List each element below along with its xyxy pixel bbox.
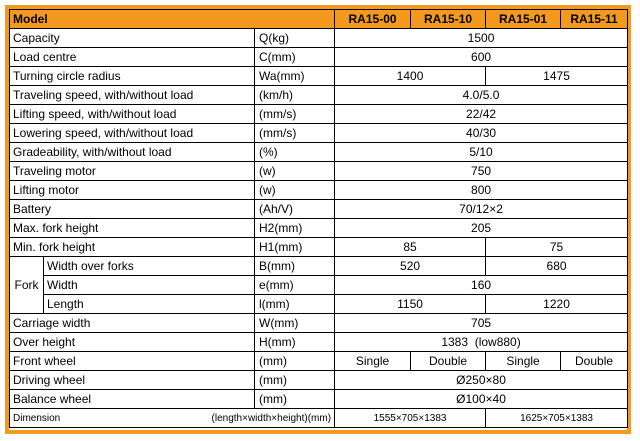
driving-wheel-label: Driving wheel xyxy=(10,371,255,390)
model-ra15-10: RA15-10 xyxy=(411,10,486,29)
gradeability-value: 5/10 xyxy=(335,143,628,162)
spec-sheet xyxy=(5,5,631,434)
carriage-width-label: Carriage width xyxy=(10,314,255,333)
dimension-label: Dimension xyxy=(10,409,44,428)
max-fork-height-value: 205 xyxy=(335,219,628,238)
row-gradeability xyxy=(10,143,628,162)
row-load-centre xyxy=(10,48,628,67)
min-fork-height-unit: H1(mm) xyxy=(255,238,335,257)
battery-unit: (Ah/V) xyxy=(255,200,335,219)
row-travel-motor xyxy=(10,162,628,181)
load-centre-label: Load centre xyxy=(10,48,255,67)
lift-motor-unit: (w) xyxy=(255,181,335,200)
front-wheel-ra15-11: Double xyxy=(561,352,628,371)
fork-width-unit: e(mm) xyxy=(255,276,335,295)
front-wheel-ra15-10: Double xyxy=(411,352,486,371)
driving-wheel-value: Ø250×80 xyxy=(335,371,628,390)
fork-length-label: Length xyxy=(44,295,255,314)
row-dimension xyxy=(10,409,628,428)
turning-radius-label: Turning circle radius xyxy=(10,67,255,86)
fork-width-over-value-b: 680 xyxy=(486,257,628,276)
gradeability-label: Gradeability, with/without load xyxy=(10,143,255,162)
lift-speed-value: 22/42 xyxy=(335,105,628,124)
row-fork-length xyxy=(10,295,628,314)
row-balance-wheel xyxy=(10,390,628,409)
row-lift-motor xyxy=(10,181,628,200)
driving-wheel-unit: (mm) xyxy=(255,371,335,390)
max-fork-height-unit: H2(mm) xyxy=(255,219,335,238)
front-wheel-label: Front wheel xyxy=(10,352,255,371)
lower-speed-unit: (mm/s) xyxy=(255,124,335,143)
over-height-unit: H(mm) xyxy=(255,333,335,352)
row-over-height xyxy=(10,333,628,352)
front-wheel-ra15-01: Single xyxy=(486,352,561,371)
row-driving-wheel xyxy=(10,371,628,390)
lower-speed-value: 40/30 xyxy=(335,124,628,143)
model-header: Model xyxy=(10,10,335,29)
model-ra15-11: RA15-11 xyxy=(561,10,628,29)
row-capacity xyxy=(10,29,628,48)
row-min-fork-height xyxy=(10,238,628,257)
fork-length-value-b: 1220 xyxy=(486,295,628,314)
front-wheel-ra15-00: Single xyxy=(335,352,411,371)
fork-length-unit: l(mm) xyxy=(255,295,335,314)
lift-motor-value: 800 xyxy=(335,181,628,200)
travel-speed-unit: (km/h) xyxy=(255,86,335,105)
model-ra15-01: RA15-01 xyxy=(486,10,561,29)
fork-group-label: Fork xyxy=(10,257,44,314)
capacity-value: 1500 xyxy=(335,29,628,48)
header-row xyxy=(10,10,628,29)
gradeability-unit: (%) xyxy=(255,143,335,162)
turning-radius-unit: Wa(mm) xyxy=(255,67,335,86)
capacity-label: Capacity xyxy=(10,29,255,48)
min-fork-height-label: Min. fork height xyxy=(10,238,255,257)
lift-motor-label: Lifting motor xyxy=(10,181,255,200)
lift-speed-label: Lifting speed, with/without load xyxy=(10,105,255,124)
model-ra15-00: RA15-00 xyxy=(335,10,411,29)
fork-width-value: 160 xyxy=(335,276,628,295)
travel-motor-unit: (w) xyxy=(255,162,335,181)
turning-radius-value-b: 1475 xyxy=(486,67,628,86)
row-travel-speed xyxy=(10,86,628,105)
min-fork-height-value-a: 85 xyxy=(335,238,486,257)
capacity-unit: Q(kg) xyxy=(255,29,335,48)
row-lift-speed xyxy=(10,105,628,124)
row-carriage-width xyxy=(10,314,628,333)
row-front-wheel xyxy=(10,352,628,371)
row-battery xyxy=(10,200,628,219)
row-lower-speed xyxy=(10,124,628,143)
travel-motor-value: 750 xyxy=(335,162,628,181)
load-centre-value: 600 xyxy=(335,48,628,67)
dimension-value-b: 1625×705×1383 xyxy=(486,409,628,428)
carriage-width-value: 705 xyxy=(335,314,628,333)
row-fork-width-over xyxy=(10,257,628,276)
travel-motor-label: Traveling motor xyxy=(10,162,255,181)
row-fork-width xyxy=(10,276,628,295)
balance-wheel-value: Ø100×40 xyxy=(335,390,628,409)
fork-width-label: Width xyxy=(44,276,255,295)
balance-wheel-unit: (mm) xyxy=(255,390,335,409)
load-centre-unit: C(mm) xyxy=(255,48,335,67)
fork-width-over-value-a: 520 xyxy=(335,257,486,276)
carriage-width-unit: W(mm) xyxy=(255,314,335,333)
over-height-label: Over height xyxy=(10,333,255,352)
max-fork-height-label: Max. fork height xyxy=(10,219,255,238)
turning-radius-value-a: 1400 xyxy=(335,67,486,86)
battery-label: Battery xyxy=(10,200,255,219)
dimension-value-a: 1555×705×1383 xyxy=(335,409,486,428)
travel-speed-label: Traveling speed, with/without load xyxy=(10,86,255,105)
travel-speed-value: 4.0/5.0 xyxy=(335,86,628,105)
fork-width-over-label: Width over forks xyxy=(44,257,255,276)
dimension-unit: (length×width×height)(mm) xyxy=(44,409,335,428)
fork-length-value-a: 1150 xyxy=(335,295,486,314)
front-wheel-unit: (mm) xyxy=(255,352,335,371)
lift-speed-unit: (mm/s) xyxy=(255,105,335,124)
battery-value: 70/12×2 xyxy=(335,200,628,219)
min-fork-height-value-b: 75 xyxy=(486,238,628,257)
lower-speed-label: Lowering speed, with/without load xyxy=(10,124,255,143)
balance-wheel-label: Balance wheel xyxy=(10,390,255,409)
spec-table xyxy=(9,9,628,428)
row-turning-radius xyxy=(10,67,628,86)
fork-width-over-unit: B(mm) xyxy=(255,257,335,276)
row-max-fork-height xyxy=(10,219,628,238)
over-height-value: 1383 (low880) xyxy=(335,333,628,352)
